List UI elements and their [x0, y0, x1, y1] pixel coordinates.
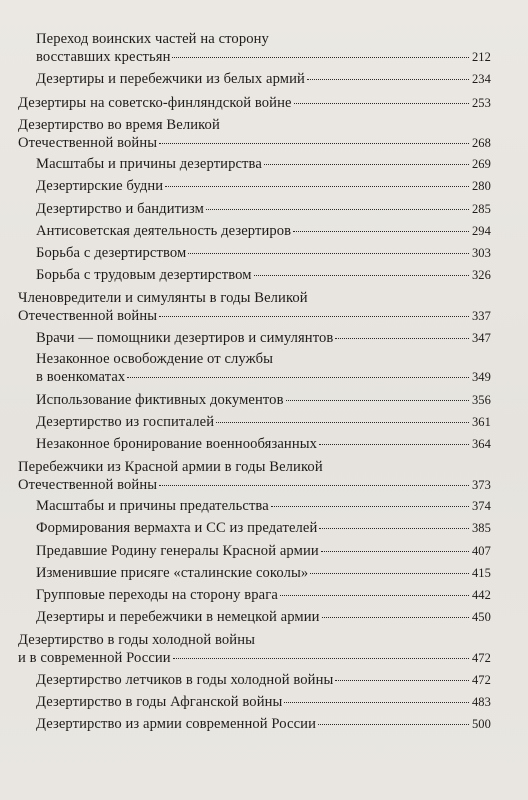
leader-dots: [319, 444, 469, 445]
toc-entry-title: Групповые переходы на сторону врага: [36, 587, 278, 603]
leader-dots: [293, 231, 469, 232]
leader-dots: [307, 79, 469, 80]
toc-entry-line: [36, 155, 491, 173]
toc-page-number: 500: [471, 717, 491, 731]
leader-dots: [294, 103, 469, 104]
toc-entry-title: и в современной России: [18, 650, 171, 666]
toc-entry-line: [36, 391, 491, 409]
leader-dots: [254, 275, 469, 276]
toc-entry-title: Незаконное бронирование военнообязанных: [36, 436, 318, 452]
toc-page-number: 337: [471, 309, 491, 323]
toc-page-number: 347: [471, 331, 491, 345]
toc-entry-line: [18, 289, 491, 307]
toc-entry-line: [36, 222, 491, 240]
toc-entry-title: в военкоматах: [36, 369, 126, 385]
leader-dots: [319, 528, 469, 529]
toc-entry-line: [36, 715, 491, 733]
toc-entry-title: Изменившие присяге «сталинские соколы»: [36, 565, 309, 581]
leader-dots: [271, 506, 469, 507]
toc-page-number: 285: [471, 202, 491, 216]
toc-entry-line: [36, 200, 491, 218]
toc-entry-title: Масштабы и причины дезертирства: [36, 156, 262, 172]
leader-dots: [159, 143, 469, 144]
leader-dots: [165, 186, 469, 187]
toc-page-number: 234: [471, 72, 491, 86]
toc-page-number: 472: [471, 651, 491, 665]
leader-dots: [286, 400, 469, 401]
toc-entry-line: [36, 693, 491, 711]
leader-dots: [322, 617, 469, 618]
toc-entry-line: [36, 177, 491, 195]
toc-entry-line: [36, 608, 491, 626]
leader-dots: [206, 209, 469, 210]
toc-entry-title: Формирования вермахта и СС из предателей: [36, 520, 318, 536]
leader-dots: [280, 595, 469, 596]
toc-entry-title: Антисоветская деятельность дезертиров: [36, 223, 292, 239]
toc-entry-title: Отечественной войны: [18, 135, 158, 151]
toc-page-number: 361: [471, 415, 491, 429]
leader-dots: [188, 253, 469, 254]
toc-entry-line: [18, 476, 491, 494]
toc-entry-line: [36, 519, 491, 537]
toc-entry-line: [18, 116, 491, 134]
toc-entry-line: [36, 368, 491, 386]
leader-dots: [159, 316, 469, 317]
toc-page-number: 450: [471, 610, 491, 624]
toc-page-number: 385: [471, 521, 491, 535]
toc-entry-title: Дезертирство из госпиталей: [36, 414, 215, 430]
leader-dots: [173, 658, 469, 659]
toc-entry-line: [36, 70, 491, 88]
toc-entry-line: [36, 564, 491, 582]
toc-page-number: 442: [471, 588, 491, 602]
toc-entry-title: Масштабы и причины предательства: [36, 498, 269, 514]
toc-entry-title: Членовредители и симулянты в годы Великой: [18, 290, 308, 306]
leader-dots: [335, 338, 469, 339]
leader-dots: [127, 377, 469, 378]
leader-dots: [310, 573, 469, 574]
leader-dots: [264, 164, 469, 165]
toc-entry-title: Дезертирство в годы холодной войны: [18, 632, 256, 648]
toc-entry-line: [18, 94, 491, 112]
leader-dots: [172, 57, 468, 58]
toc-entry-title: Переход воинских частей на сторону: [36, 31, 269, 47]
leader-dots: [321, 551, 469, 552]
toc-entry-line: [18, 649, 491, 667]
toc-page-number: 253: [471, 96, 491, 110]
toc-page-number: 212: [471, 50, 491, 64]
toc-entry-title: Перебежчики из Красной армии в годы Великой: [18, 459, 323, 475]
toc-entry-title: Дезертиры на советско-финляндской войне: [18, 95, 292, 111]
leader-dots: [318, 724, 469, 725]
toc-entry-line: [36, 244, 491, 262]
toc-entry-line: [36, 413, 491, 431]
toc-entry-line: [36, 350, 491, 368]
toc-entry-title: Врачи — помощники дезертиров и симулянтов: [36, 330, 334, 346]
toc-entry-title: Борьба с трудовым дезертирством: [36, 267, 252, 283]
toc-entry-line: [36, 497, 491, 515]
leader-dots: [335, 680, 469, 681]
toc-entry-title: Дезертирство и бандитизм: [36, 201, 204, 217]
toc-entry-title: Отечественной войны: [18, 477, 158, 493]
toc-entry-title: Дезертиры и перебежчики из белых армий: [36, 71, 305, 87]
toc-entry-line: [18, 134, 491, 152]
toc-entry-line: [18, 307, 491, 325]
toc-entry-title: Дезертирство во время Великой: [18, 117, 220, 133]
toc-entry-line: [36, 48, 491, 66]
toc-page-number: 326: [471, 268, 491, 282]
leader-dots: [284, 702, 469, 703]
toc-entry-title: Дезертиры и перебежчики в немецкой армии: [36, 609, 320, 625]
toc-page-number: 483: [471, 695, 491, 709]
toc-page-number: 374: [471, 499, 491, 513]
toc-entry-line: [36, 586, 491, 604]
leader-dots: [216, 422, 469, 423]
toc-entry-line: [36, 266, 491, 284]
toc-page-number: 269: [471, 157, 491, 171]
toc-page-number: 407: [471, 544, 491, 558]
toc-entry-title: Незаконное освобождение от службы: [36, 351, 274, 367]
toc-entry-line: [18, 631, 491, 649]
toc-entry-title: Отечественной войны: [18, 308, 158, 324]
toc-page-number: 280: [471, 179, 491, 193]
toc-page-number: 268: [471, 136, 491, 150]
toc-page-number: 294: [471, 224, 491, 238]
leader-dots: [159, 485, 469, 486]
toc-entry-title: Дезертирские будни: [36, 178, 164, 194]
toc-page-number: 364: [471, 437, 491, 451]
toc-page-number: 303: [471, 246, 491, 260]
toc-page-number: 472: [471, 673, 491, 687]
toc-entry-title: Борьба с дезертирством: [36, 245, 187, 261]
toc-entry-title: Дезертирство в годы Афганской войны: [36, 694, 283, 710]
toc-entry-line: [18, 458, 491, 476]
toc-entry-title: Предавшие Родину генералы Красной армии: [36, 543, 319, 559]
toc-page-number: 349: [471, 370, 491, 384]
toc-entry-line: [36, 542, 491, 560]
toc-entry-title: Дезертирство из армии современной России: [36, 716, 317, 732]
toc-entry-line: [36, 435, 491, 453]
toc-page-number: 373: [471, 478, 491, 492]
toc-entry-title: Дезертирство летчиков в годы холодной войны: [36, 672, 334, 688]
toc-entry-title: восставших крестьян: [36, 49, 171, 65]
toc-page-number: 415: [471, 566, 491, 580]
toc-page-number: 356: [471, 393, 491, 407]
toc-entry-line: [36, 30, 491, 48]
toc-entry-title: Использование фиктивных документов: [36, 392, 284, 408]
toc-entry-line: [36, 329, 491, 347]
toc-entry-line: [36, 671, 491, 689]
